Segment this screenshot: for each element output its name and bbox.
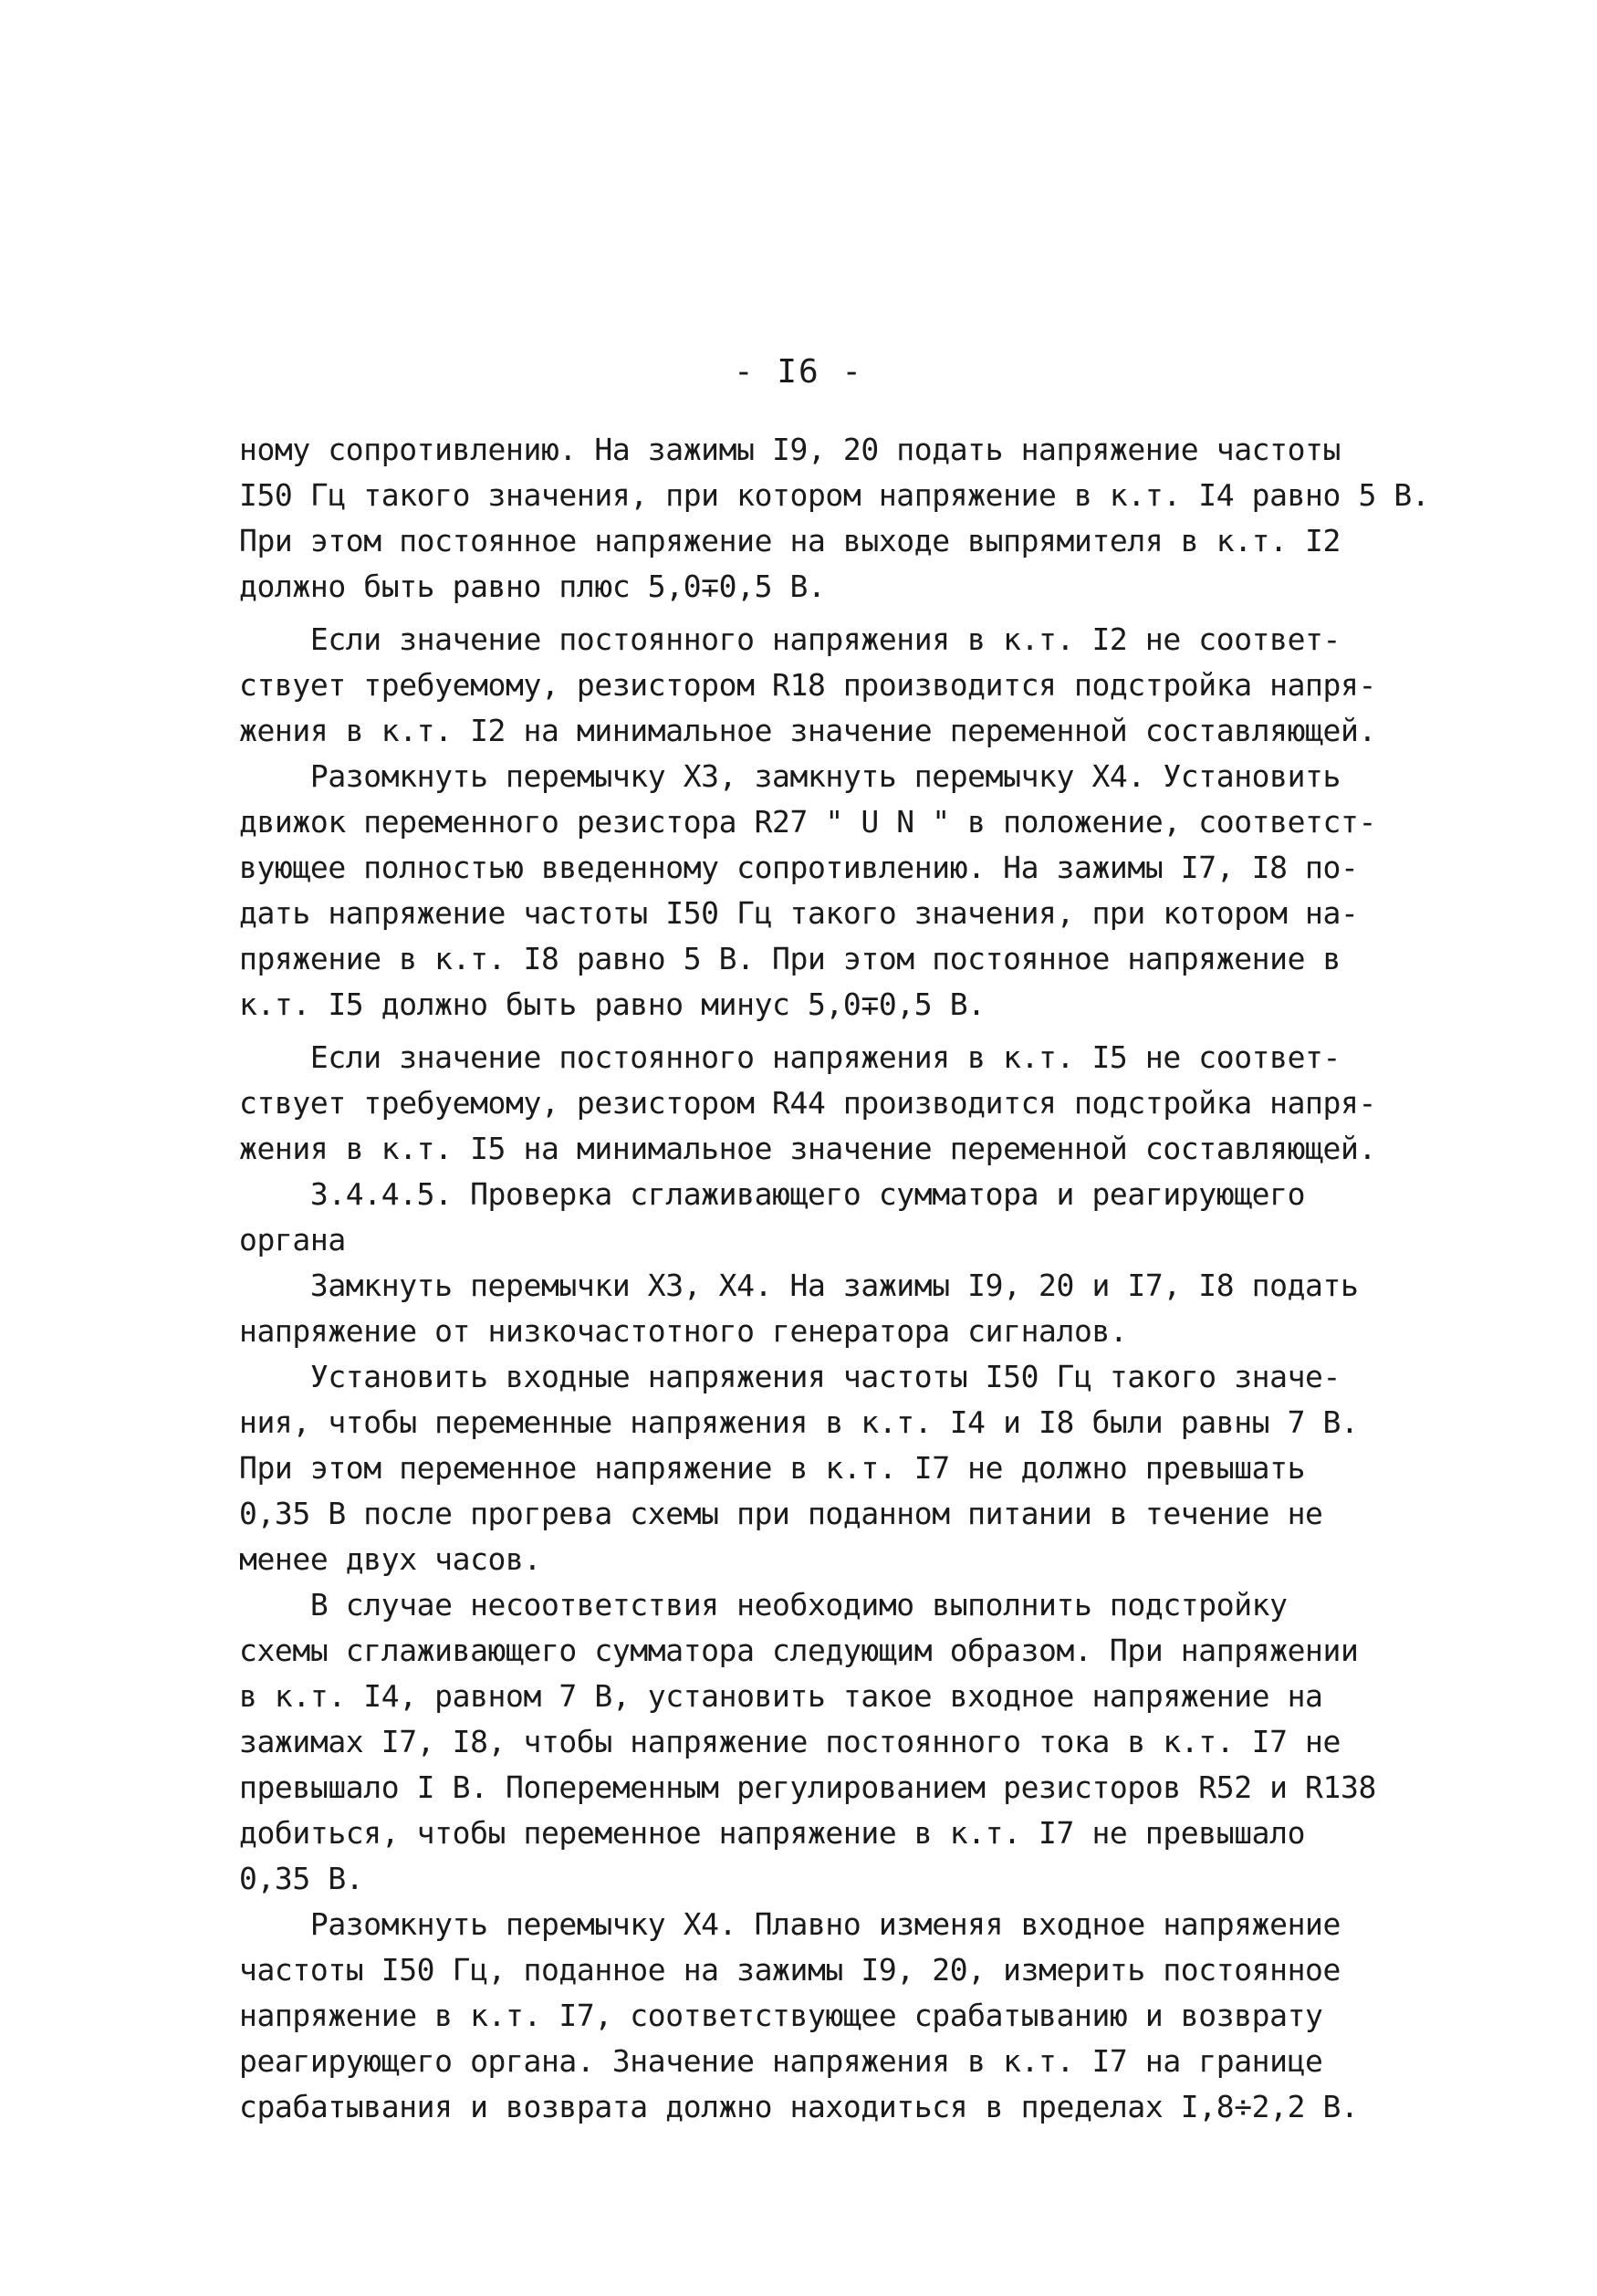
- text-line: реагирующего органа. Значение напряжения в к.т. I7 на границе: [239, 2043, 1323, 2079]
- text-line: ствует требуемому, резистором R44 производится подстройка напря-: [239, 1085, 1376, 1121]
- text-line: в к.т. I4, равном 7 В, установить такое входное напряжение на: [239, 1678, 1323, 1714]
- text-line: менее двух часов.: [239, 1541, 541, 1577]
- text-line: жения в к.т. I2 на минимальное значение переменной составляющей.: [239, 713, 1376, 748]
- text-line: должно быть равно плюс 5,0∓0,5 В.: [239, 569, 826, 604]
- text-line: напряжение в к.т. I7, соответствующее срабатыванию и возврату: [239, 1998, 1323, 2033]
- text-line: ствует требуемому, резистором R18 производится подстройка напря-: [239, 667, 1376, 703]
- text-line: I50 Гц такого значения, при котором напряжение в к.т. I4 равно 5 В.: [239, 477, 1430, 513]
- text-line: частоты I50 Гц, поданное на зажимы I9, 20, измерить постоянное: [239, 1952, 1341, 1988]
- text-line: превышало I В. Попеременным регулированием резисторов R52 и R138: [239, 1769, 1376, 1805]
- text-line: При этом постоянное напряжение на выходе выпрямителя в к.т. I2: [239, 523, 1341, 558]
- text-line: движок переменного резистора R27 " U N " в положение, соответст-: [239, 804, 1376, 840]
- text-line: Разомкнуть перемычку Х4. Плавно изменяя входное напряжение: [239, 1906, 1341, 1942]
- text-line: Если значение постоянного напряжения в к.т. I2 не соответ-: [239, 621, 1341, 657]
- text-line: дать напряжение частоты I50 Гц такого значения, при котором на-: [239, 895, 1359, 931]
- text-line: органа: [239, 1222, 346, 1258]
- text-line: Разомкнуть перемычку Х3, замкнуть перемычку Х4. Установить: [239, 758, 1341, 794]
- text-line: пряжение в к.т. I8 равно 5 В. При этом постоянное напряжение в: [239, 941, 1341, 976]
- text-line: 3.4.4.5. Проверка сглаживающего сумматора и реагирующего: [239, 1176, 1306, 1212]
- text-line: При этом переменное напряжение в к.т. I7 не должно превышать: [239, 1450, 1306, 1486]
- text-line: В случае несоответствия необходимо выполнить подстройку: [239, 1587, 1288, 1623]
- page-number: - I6 -: [733, 353, 864, 391]
- text-line: вующее полностью введенному сопротивлению. На зажимы I7, I8 по-: [239, 850, 1359, 885]
- text-line: добиться, чтобы переменное напряжение в к.т. I7 не превышало: [239, 1815, 1306, 1851]
- text-line: жения в к.т. I5 на минимальное значение переменной составляющей.: [239, 1131, 1376, 1166]
- text-line: зажимах I7, I8, чтобы напряжение постоянного тока в к.т. I7 не: [239, 1724, 1341, 1759]
- text-line: срабатывания и возврата должно находиться в пределах I,8÷2,2 В.: [239, 2089, 1359, 2124]
- text-line: ному сопротивлению. На зажимы I9, 20 подать напряжение частоты: [239, 432, 1341, 467]
- text-line: схемы сглаживающего сумматора следующим образом. При напряжении: [239, 1633, 1359, 1668]
- text-line: 0,35 В.: [239, 1861, 364, 1896]
- text-line: Замкнуть перемычки Х3, Х4. На зажимы I9, 20 и I7, I8 подать: [239, 1268, 1359, 1303]
- text-line: ния, чтобы переменные напряжения в к.т. I4 и I8 были равны 7 В.: [239, 1404, 1359, 1440]
- text-line: напряжение от низкочастотного генератора сигналов.: [239, 1313, 1128, 1349]
- text-line: 0,35 В после прогрева схемы при поданном питании в течение не: [239, 1496, 1323, 1531]
- text-line: Если значение постоянного напряжения в к.т. I5 не соответ-: [239, 1039, 1341, 1075]
- text-line: Установить входные напряжения частоты I50 Гц такого значе-: [239, 1359, 1341, 1394]
- text-line: к.т. I5 должно быть равно минус 5,0∓0,5 В.: [239, 986, 986, 1022]
